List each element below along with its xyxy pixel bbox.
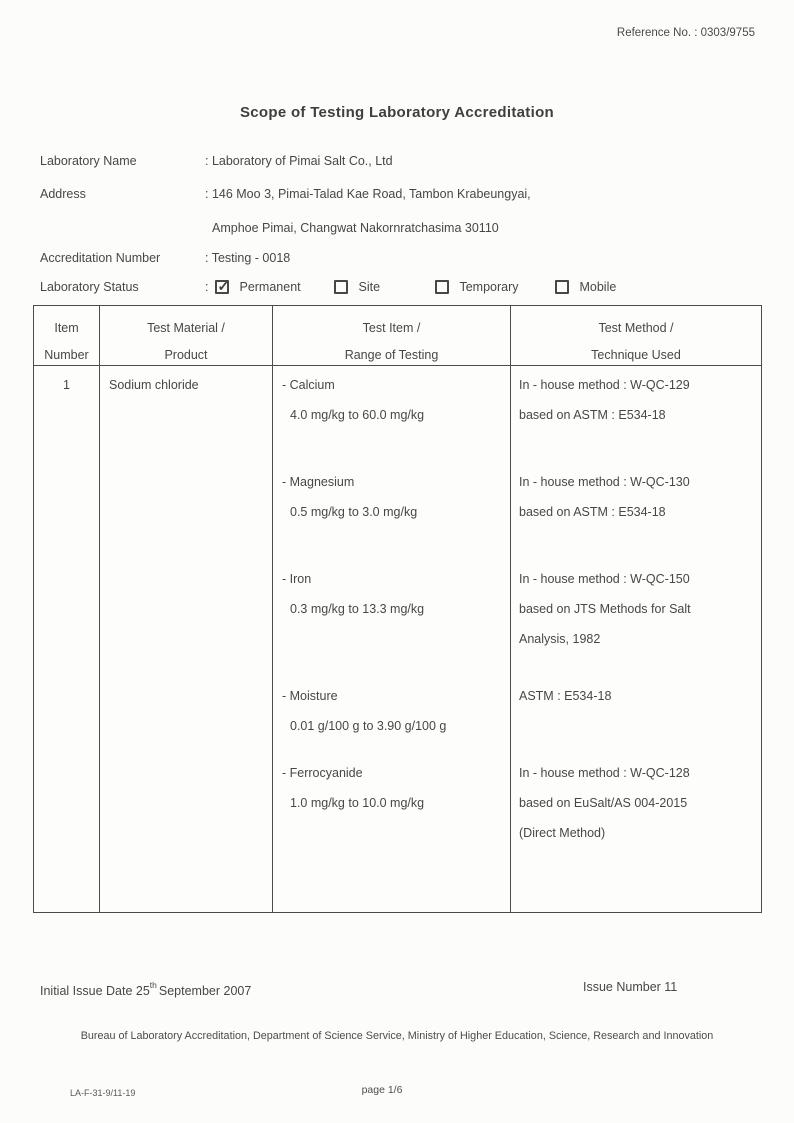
- status-option-mobile: [555, 280, 616, 294]
- bureau-line: Bureau of Laboratory Accreditation, Department of Science Service, Ministry of Higher Education, Science, Research and Innovation: [80, 1030, 714, 1042]
- col-header-test-method: Test Method / Technique Used: [511, 306, 761, 366]
- checkbox-permanent-label: Permanent: [239, 280, 301, 294]
- status-label: Laboratory Status: [40, 280, 139, 294]
- col-header-item-number: Item Number: [34, 306, 100, 366]
- checkbox-site-icon[interactable]: [334, 280, 348, 294]
- test-item-iron: - Iron 0.3 mg/kg to 13.3 mg/kg: [282, 572, 425, 616]
- checkbox-temporary-label: Temporary: [459, 280, 519, 294]
- address-label: Address: [40, 187, 86, 201]
- initial-issue-date: Initial Issue Date 25th September 2007: [40, 980, 252, 998]
- lab-name-label: Laboratory Name: [40, 154, 137, 168]
- test-item-moisture: - Moisture 0.01 g/100 g to 3.90 g/100 g: [282, 689, 447, 733]
- accreditation-row: [40, 247, 764, 269]
- reference-number: Reference No. : 0303/9755: [616, 27, 755, 39]
- page-number: page 1/6: [361, 1084, 403, 1096]
- checkbox-mobile-icon[interactable]: [555, 280, 569, 294]
- address-row: [40, 183, 764, 205]
- status-row: [40, 276, 764, 298]
- cell-test-material: Sodium chloride: [100, 366, 273, 912]
- test-item-ferrocyanide: - Ferrocyanide 1.0 mg/kg to 10.0 mg/kg: [282, 766, 425, 810]
- ordinal-suffix: th: [149, 980, 157, 990]
- lab-name-row: [40, 150, 764, 172]
- status-colon: :: [205, 280, 209, 294]
- page-title: Scope of Testing Laboratory Accreditation: [239, 104, 554, 121]
- method-calcium: In - house method : W-QC-129 based on ASTM : E534-18: [519, 378, 690, 422]
- address-value-line2: Amphoe Pimai, Changwat Nakornratchasima 30110: [212, 221, 499, 235]
- checkbox-temporary-icon[interactable]: [435, 280, 449, 294]
- status-options: [205, 280, 616, 294]
- col-header-test-item: Test Item / Range of Testing: [273, 306, 511, 366]
- accreditation-label: Accreditation Number: [40, 251, 161, 265]
- test-item-calcium: - Calcium 4.0 mg/kg to 60.0 mg/kg: [282, 378, 425, 422]
- method-magnesium: In - house method : W-QC-130 based on ASTM : E534-18: [519, 475, 690, 519]
- document-code: LA-F-31-9/11-19: [70, 1088, 136, 1098]
- status-option-permanent: [215, 280, 334, 294]
- checkbox-site-label: Site: [358, 280, 381, 294]
- status-option-temporary: [435, 280, 555, 294]
- checkbox-permanent-icon[interactable]: [215, 280, 229, 294]
- test-item-magnesium: - Magnesium 0.5 mg/kg to 3.0 mg/kg: [282, 475, 418, 519]
- method-iron: In - house method : W-QC-150 based on JTS Methods for Salt Analysis, 1982: [519, 572, 691, 646]
- accreditation-value: : Testing - 0018: [205, 251, 291, 265]
- col-header-test-material: Test Material / Product: [100, 306, 273, 366]
- cell-test-method: [511, 366, 761, 912]
- lab-name-value: : Laboratory of Pimai Salt Co., Ltd: [205, 154, 393, 168]
- checkbox-mobile-label: Mobile: [579, 280, 617, 294]
- address-row-2: [40, 217, 764, 239]
- address-value-line1: : 146 Moo 3, Pimai-Talad Kae Road, Tambon Krabeungyai,: [205, 187, 531, 201]
- issue-number: Issue Number 11: [583, 980, 678, 994]
- accreditation-scope-table: [33, 305, 762, 913]
- cell-item-number: 1: [34, 366, 100, 912]
- status-option-site: [334, 280, 435, 294]
- method-ferrocyanide: In - house method : W-QC-128 based on EuSalt/AS 004-2015 (Direct Method): [519, 766, 690, 840]
- method-moisture: ASTM : E534-18: [519, 689, 612, 703]
- cell-test-item-range: [273, 366, 511, 912]
